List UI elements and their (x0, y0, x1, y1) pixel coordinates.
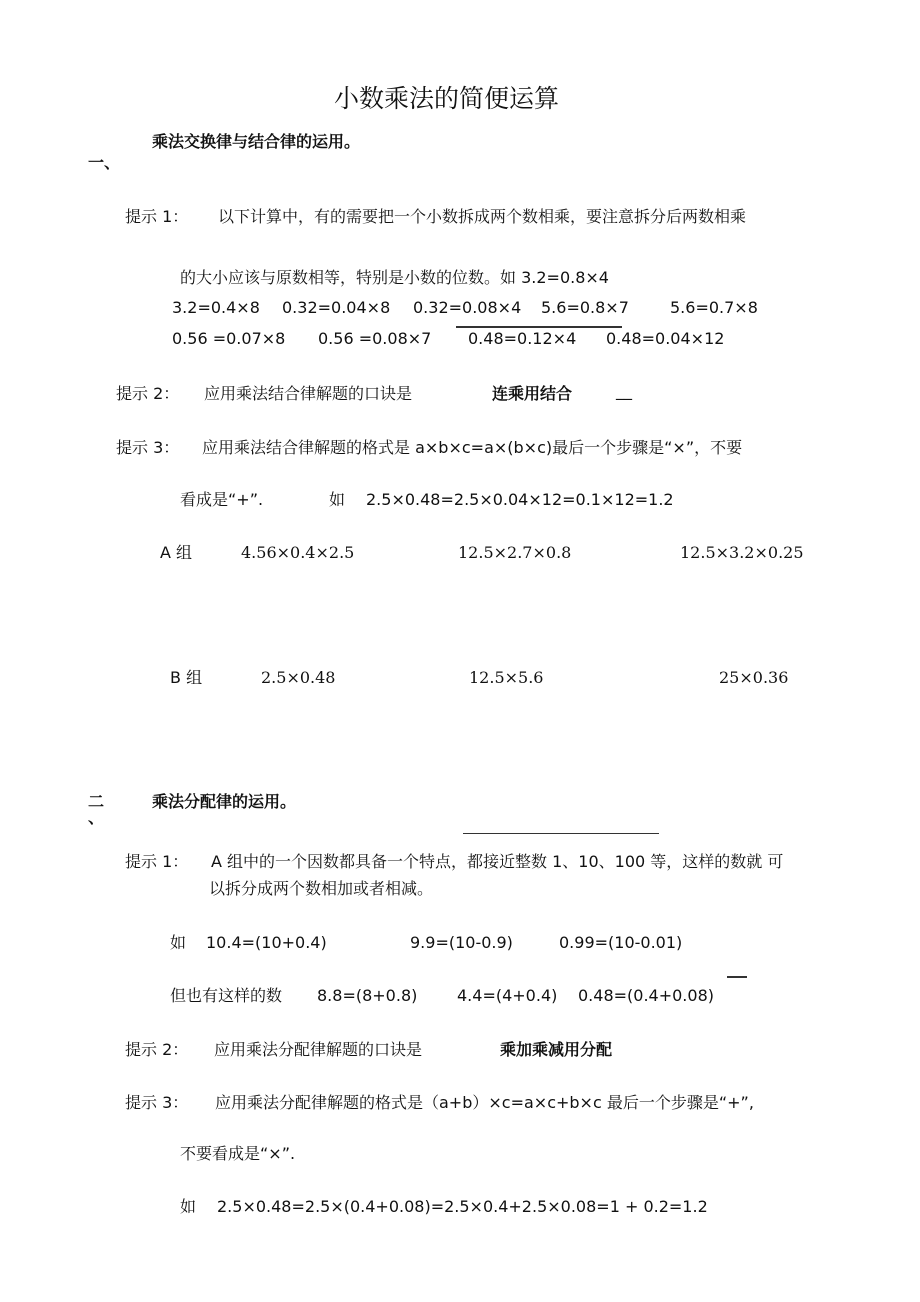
s2-example: 4.4=(4+0.4) (457, 986, 558, 1005)
s2-tip1-label: 提示 1： (125, 852, 189, 871)
section1-heading: 乘法交换律与结合律的运用。 (152, 132, 361, 151)
divider-line (456, 326, 622, 328)
s1-tip2-rhyme: 连乘用结合 (492, 384, 573, 403)
s1-tip1-line2: 的大小应该与原数相等，特别是小数的位数。如 3.2=0.8×4 (180, 268, 609, 287)
section2-heading: 乘法分配律的运用。 (152, 792, 297, 811)
s2-tip3-example: 2.5×0.48=2.5×(0.4+0.08)=2.5×0.4+2.5×0.08=1 + 0.2=1.2 (217, 1197, 708, 1216)
s1-tip3-line1: 应用乘法结合律解题的格式是 a×b×c=a×(b×c)最后一个步骤是“×”，不要 (202, 438, 743, 457)
s2-tip3-line2: 不要看成是“×”. (180, 1144, 296, 1163)
s1-tip3-example-lead: 如 (329, 490, 346, 509)
s2-tip3-example-lead: 如 (180, 1197, 197, 1216)
divider-line (727, 976, 747, 978)
s2-tip3-line1: 应用乘法分配律解题的格式是（a+b）×c=a×c+b×c 最后一个步骤是“+”, (215, 1093, 754, 1112)
s1-tip3-example: 2.5×0.48=2.5×0.04×12=0.1×12=1.2 (366, 490, 674, 509)
s2-example: 0.99=(10-0.01) (559, 933, 683, 952)
group-b-problem: 12.5×5.6 (469, 668, 544, 687)
s2-tip2-text: 应用乘法分配律解题的口诀是 (214, 1040, 423, 1059)
s1-example: 5.6=0.7×8 (670, 298, 758, 317)
s1-tip2-text: 应用乘法结合律解题的口诀是 (204, 384, 413, 403)
s2-example: 10.4=(10+0.4) (206, 933, 327, 952)
group-a-problem: 4.56×0.4×2.5 (241, 543, 355, 562)
divider-line (463, 833, 659, 834)
s2-examples2-lead: 但也有这样的数 (170, 986, 283, 1005)
s1-example: 0.56 =0.08×7 (318, 329, 432, 348)
group-a-problem: 12.5×2.7×0.8 (458, 543, 572, 562)
s2-tip1-line1: A 组中的一个因数都具备一个特点，都接近整数 1、10、100 等，这样的数就 可 (211, 852, 784, 871)
s1-example: 0.32=0.08×4 (413, 298, 522, 317)
group-a-problem: 12.5×3.2×0.25 (680, 543, 804, 562)
s1-tip1-label: 提示 1： (125, 207, 189, 226)
s2-example: 8.8=(8+0.8) (317, 986, 418, 1005)
s1-tip2-blank: __ (616, 381, 632, 400)
s1-example: 0.48=0.12×4 (468, 329, 577, 348)
s1-example: 3.2=0.4×8 (172, 298, 260, 317)
s1-tip3-line2: 看成是“+”. (180, 490, 264, 509)
s2-tip1-line2: 以拆分成两个数相加或者相减。 (209, 879, 434, 898)
section2-number: 二 (88, 792, 105, 811)
page-title: 小数乘法的简便运算 (334, 84, 560, 113)
group-a-label: A 组 (160, 543, 193, 562)
s1-tip3-label: 提示 3： (116, 438, 180, 457)
s2-tip2-rhyme: 乘加乘减用分配 (500, 1040, 613, 1059)
group-b-problem: 2.5×0.48 (261, 668, 336, 687)
s2-example: 9.9=(10-0.9) (410, 933, 513, 952)
s2-examples-lead: 如 (170, 933, 187, 952)
section2-number-mark: 、 (88, 808, 105, 827)
group-b-label: B 组 (170, 668, 203, 687)
s2-tip3-label: 提示 3： (125, 1093, 189, 1112)
s1-example: 0.56 =0.07×8 (172, 329, 286, 348)
s1-tip1-line1: 以下计算中，有的需要把一个小数拆成两个数相乘，要注意拆分后两数相乘 (218, 207, 747, 226)
group-b-problem: 25×0.36 (719, 668, 789, 687)
s2-tip2-label: 提示 2： (125, 1040, 189, 1059)
s2-example: 0.48=(0.4+0.08) (578, 986, 714, 1005)
section1-number: 一、 (88, 153, 121, 172)
s1-tip2-label: 提示 2： (116, 384, 180, 403)
s1-example: 5.6=0.8×7 (541, 298, 629, 317)
s1-example: 0.48=0.04×12 (606, 329, 725, 348)
s1-example: 0.32=0.04×8 (282, 298, 391, 317)
